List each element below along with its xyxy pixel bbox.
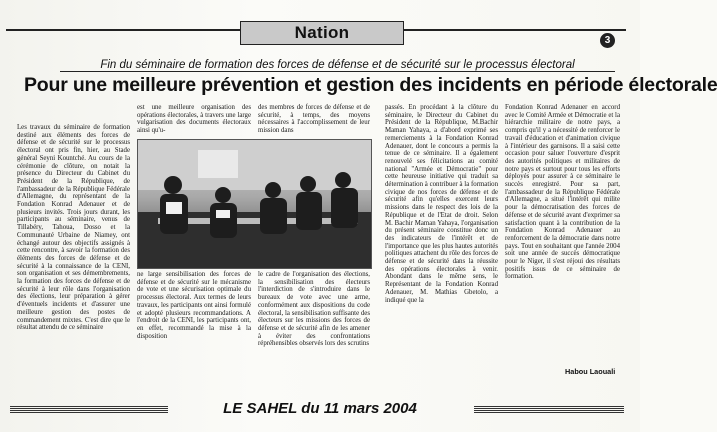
footer-stripes-right — [474, 406, 624, 413]
article-kicker: Fin du séminaire de formation des forces de défense et de sécurité sur le processus électoral — [100, 59, 575, 71]
column-4-text: passés. En procédant à la clôture du séminaire, le Directeur du Cabinet du Président de la République, M.Bachir Maman Yahaya, a d'abord exprimé ses remerciements à la Fondation Konrad Adenauer, dont le concours a permis la tenue de ce séminaire. Il a également renouvelé ses félicitations au comité national "Armée et Démocratie" pour cette heureuse initiative qui traduit sa détermination à contribuer à la formation civique de nos forces de défense et de sécurité afin qu'elles exercent leurs missions dans le respect des lois de la République et de l'Etat de droit. Selon M. Bachir Maman Yahaya, l'organisation du présent séminaire constitue donc un des indicateurs de l'intérêt et de l'importance que les plus hautes autorités politiques attachent du rôle des forces de défense et de sécurité dans la réussite des opérations électorales à venir. Abondant dans le même sens, le Représentant de la Fondation Konrad Adenauer, M. Mathias Gbetolo, a indiqué que la — [385, 104, 498, 304]
seminar-photo-illustration — [138, 140, 371, 268]
column-3-bottom-text: le cadre de l'organisation des élections, la sensibilisation des électeurs l'interdiction de s'introduire dans le bureaux de vote avec une arme, conformément aux dispositions du code électoral, la sensibilisation suffisante des électeurs sur les missions des forces de défense et de sécurité afin de les amener à éviter des confrontations répréhensibles observés lors des scrutins — [258, 271, 370, 348]
article-column-5 — [505, 104, 620, 362]
article-column-3-bottom — [258, 271, 370, 391]
column-2-bottom-text: ne large sensibilisation des forces de défense et de sécurité sur le mécanisme de vote et une sécurisation optimale du processus électoral. Aux termes de leurs travaux, les participants ont ainsi formulé et adopté plusieurs recommandations. A l'endroit de la CENI, les participants ont, en effet, recommandé la mise à la disposition — [137, 271, 251, 340]
page-number: 3 — [600, 33, 615, 48]
footer-stripes-left — [10, 406, 168, 413]
article-column-3-top — [258, 104, 370, 135]
article-photo — [137, 139, 372, 269]
column-3-top-text: des membres de forces de défense et de sécurité, à temps, des moyens nécessaires à l'accomplissement de leur mission dans — [258, 104, 370, 135]
author-byline: Habou Laouali — [565, 367, 616, 376]
kicker-rule — [60, 71, 615, 72]
section-label: Nation — [240, 21, 404, 45]
column-1-text: Les travaux du séminaire de formation destiné aux éléments des forces de défense et de sécurité sur le processus électoral ont pris fin, hier, au Stade général Seyni Kountché. Au cours de la cérémonie de clôture, on notait la présence du Directeur du Cabinet du Président de la République, de l'ambassadeur de la République Fédérale d'Allemagne, du représentant de la Fondation Konrad Adenauer et de plusieurs invités. Trois jours durant, les participants au séminaire, venus de Tillabéry, Tahoua, Dosso et la Communauté Urbaine de Niamey, ont échangé autour des objectifs assignés à cette rencontre, à savoir la formation des éléments des forces de défense et de sécurité à la connaissance de la CENI, son organisation et ses démembrements, la formation des forces de défense et de sécurité à leur rôle dans l'organisation des élections, leur préparation à gérer d'éventuels incidents et d'assurer une meilleure gestion des postes de commandement mixtes. C'est dire que le résultat attendu de ce séminaire — [17, 124, 130, 332]
footer-masthead: LE SAHEL du 11 mars 2004 — [223, 400, 417, 417]
article-headline: Pour une meilleure prévention et gestion des incidents en période électorale — [24, 74, 717, 96]
column-5-text: Fondation Konrad Adenauer en accord avec le Comité Armée et Démocratie et la hiérarchie militaire de notre pays, a compris qu'il y a nécessité de renforcer le travail d'éducation et d'animation civique à l'intérieur des garnisons. Il a saisi cette occasion pour saluer l'ouverture d'esprit des autorités politiques et militaires de notre pays et surtout pour tous les efforts déployés pour assurer à ce séminaire le succès enregistré. Pour sa part, l'ambassadeur de la République Fédérale d'Allemagne, a situé l'intérêt qui milite pour la démocratisation des forces de défense et de sécurité avant d'exprimer sa satisfaction quant à la contribution de la Fondation Konrad Adenauer au renforcement de la démocratie dans notre pays. Tout en souhaitant que l'année 2004 soit une année de succès démocratique pour le Niger, il s'est réjoui des résultats positifs issus de ce séminaire de formation. — [505, 104, 620, 281]
article-column-1 — [17, 124, 130, 391]
article-column-4 — [385, 104, 498, 391]
article-column-2-bottom — [137, 271, 251, 391]
column-2-top-text: est une meilleure organisation des opérations électorales, à travers une large vulgarisation des documents électoraux ainsi qu'u- — [137, 104, 251, 135]
article-column-2-top — [137, 104, 251, 135]
